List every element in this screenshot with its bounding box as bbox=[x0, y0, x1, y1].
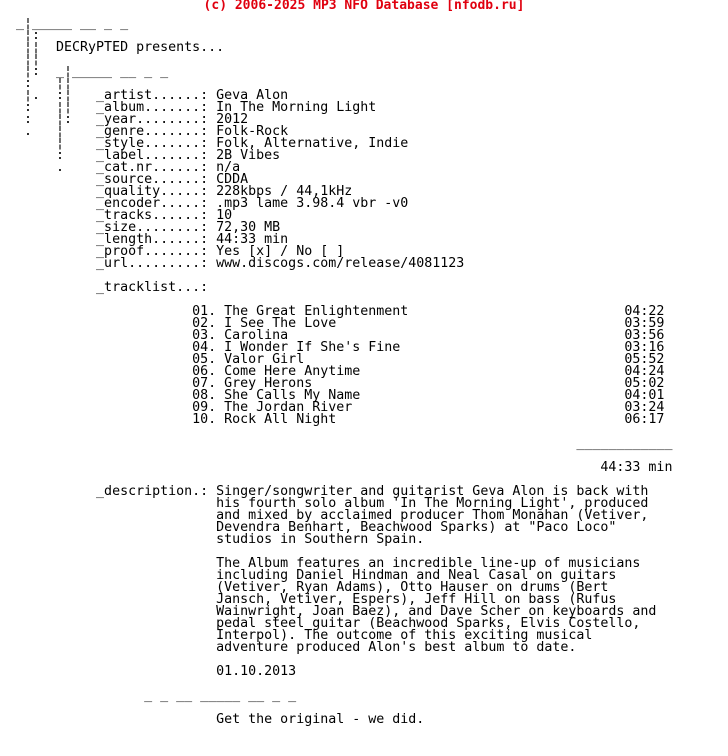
nfo-line: ¦ _style.......: Folk, Alternative, Indie bbox=[16, 136, 409, 151]
nfo-line: Devendra Benhart, Beachwood Sparks) at "Paco Loco" bbox=[16, 520, 617, 535]
nfo-line: 01. The Great Enlightenment 04:22 bbox=[16, 304, 665, 319]
nfo-line: studios in Southern Spain. bbox=[16, 532, 425, 547]
nfo-line: _ _ __ _____ __ _ _ bbox=[16, 688, 297, 703]
nfo-line: ____________ bbox=[16, 436, 673, 451]
nfo-line: _length......: 44:33 min bbox=[16, 232, 289, 247]
nfo-text-block bbox=[16, 18, 672, 726]
nfo-line: Interpol). The outcome of this exciting musical bbox=[16, 628, 593, 643]
nfo-line: _description.: Singer/songwriter and guitarist Geva Alon is back with bbox=[16, 484, 649, 499]
nfo-line: adventure produced Alon's best album to date. bbox=[16, 640, 577, 655]
nfo-line: ¦¦ bbox=[16, 52, 41, 67]
nfo-line: 04. I Wonder If She's Fine 03:16 bbox=[16, 340, 665, 355]
nfo-line: 03. Carolina 03:56 bbox=[16, 328, 665, 343]
nfo-line: Get the original - we did. bbox=[16, 712, 425, 727]
nfo-line: 01.10.2013 bbox=[16, 664, 297, 679]
nfo-line: 09. The Jordan River 03:24 bbox=[16, 400, 665, 415]
nfo-line: : ¦¦ _album.......: In The Morning Light bbox=[16, 100, 377, 115]
nfo-line: _encoder.....: .mp3 lame 3.98.4 vbr -v0 bbox=[16, 196, 409, 211]
nfo-line: (Vetiver, Ryan Adams), Otto Hauser on drums (Bert bbox=[16, 580, 609, 595]
nfo-line: : ¦¦ bbox=[16, 76, 73, 91]
nfo-line: his fourth solo album 'In The Morning Light', produced bbox=[16, 496, 649, 511]
nfo-line: ¦. :¦ _artist......: Geva Alon bbox=[16, 88, 289, 103]
nfo-line: _source......: CDDA bbox=[16, 172, 249, 187]
nfo-line: pedal steel guitar (Beachwood Sparks, Elvis Costello, bbox=[16, 616, 641, 631]
nfo-line: _¦_____ __ _ _ bbox=[16, 16, 129, 31]
nfo-line: 05. Valor Girl 05:52 bbox=[16, 352, 665, 367]
nfo-line: Jansch, Vetiver, Espers), Jeff Hill on bass (Rufus bbox=[16, 592, 617, 607]
nfo-line: _size........: 72,30 MB bbox=[16, 220, 281, 235]
nfo-line: ¦: _¦_____ __ _ _ bbox=[16, 64, 169, 79]
nfo-line: . _cat.nr......: n/a bbox=[16, 160, 241, 175]
nfo-line: 44:33 min bbox=[16, 460, 673, 475]
nfo-line: : _label.......: 2B Vibes bbox=[16, 148, 281, 163]
nfo-line: 10. Rock All Night 06:17 bbox=[16, 412, 665, 427]
nfo-line: 07. Grey Herons 05:02 bbox=[16, 376, 665, 391]
nfo-line: 08. She Calls My Name 04:01 bbox=[16, 388, 665, 403]
nfo-line: Wainwright, Joan Baez), and Dave Scher on keyboards and bbox=[16, 604, 657, 619]
nfo-line: _tracklist...: bbox=[16, 280, 209, 295]
nfo-line: ¦: bbox=[16, 28, 41, 43]
nfo-line: ¦¦ DECRyPTED presents... bbox=[16, 40, 225, 55]
nfo-line: . ¦ _genre.......: Folk-Rock bbox=[16, 124, 289, 139]
nfo-line: _quality.....: 228kbps / 44,1kHz bbox=[16, 184, 353, 199]
nfo-line: and mixed by acclaimed producer Thom Monahan (Vetiver, bbox=[16, 508, 649, 523]
nfo-line: : ¦: _year........: 2012 bbox=[16, 112, 249, 127]
nfo-line: 06. Come Here Anytime 04:24 bbox=[16, 364, 665, 379]
nfo-line: _proof.......: Yes [x] / No [ ] bbox=[16, 244, 345, 259]
copyright-header: (c) 2006-2025 MP3 NFO Database [nfodb.ru] bbox=[203, 0, 525, 13]
nfo-line: 02. I See The Love 03:59 bbox=[16, 316, 665, 331]
nfo-line: _url.........: www.discogs.com/release/4081123 bbox=[16, 256, 465, 271]
nfo-line: _tracks......: 10 bbox=[16, 208, 233, 223]
nfo-line: including Daniel Hindman and Neal Casal on guitars bbox=[16, 568, 617, 583]
nfo-line: The Album features an incredible line-up of musicians bbox=[16, 556, 641, 571]
